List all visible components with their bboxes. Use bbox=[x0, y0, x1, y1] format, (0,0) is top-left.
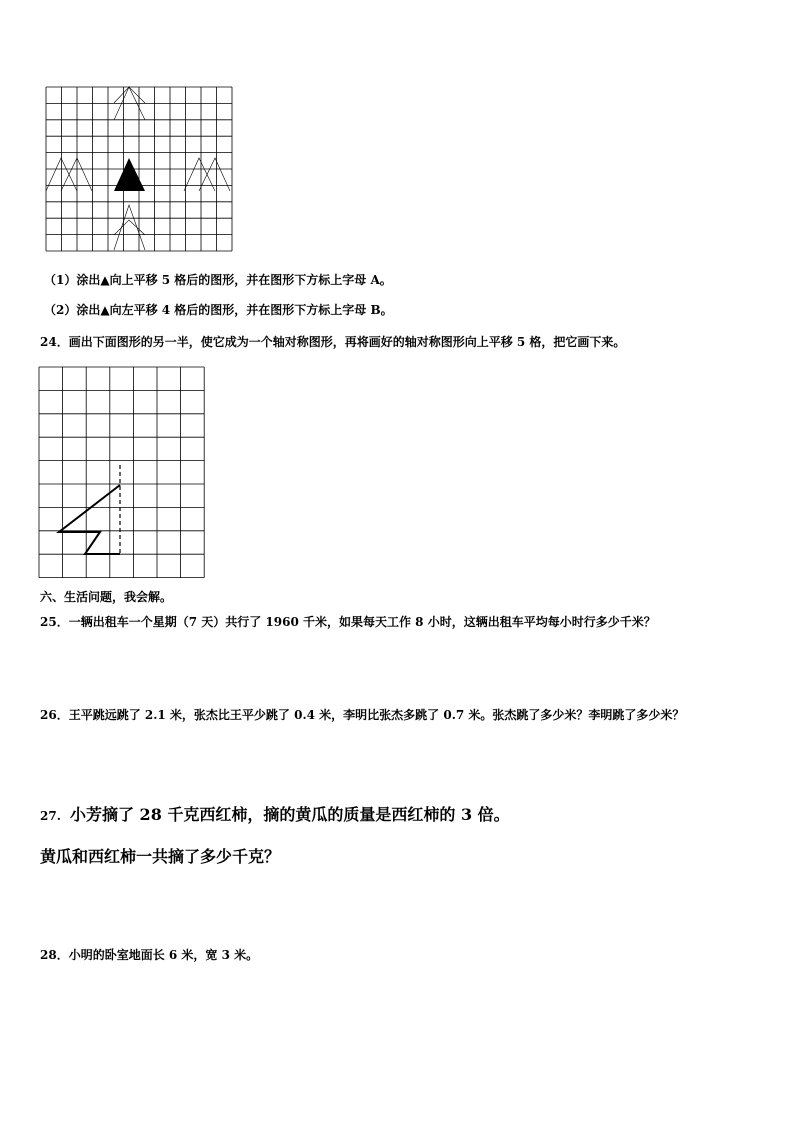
chevron-trace bbox=[114, 87, 145, 103]
q27-text-line1: 小芳摘了 28 千克西红柿，摘的黄瓜的质量是西红柿的 3 倍。 bbox=[69, 805, 510, 824]
triangle-shape bbox=[114, 158, 145, 191]
q23-sub1: （1）涂出▲向上平移 5 格后的图形，并在图形下方标上字母 A。 bbox=[44, 273, 392, 287]
q27-number: 27. bbox=[40, 809, 61, 823]
q24-question: 24．画出下面图形的另一半，使它成为一个轴对称图形，再将画好的轴对称图形向上平移 5 格，把它画下来。 bbox=[40, 335, 626, 349]
q27-line1 bbox=[40, 804, 510, 826]
chevron-trace bbox=[199, 158, 230, 191]
chevron-trace bbox=[114, 205, 145, 250]
q23-sub2: （2）涂出▲向左平移 4 格后的图形，并在图形下方标上字母 B。 bbox=[44, 303, 393, 317]
q27-text-line2: 黄瓜和西红柿一共摘了多少千克？ bbox=[40, 847, 281, 866]
chevron-trace bbox=[61, 158, 92, 191]
q23-grid-figure bbox=[44, 85, 234, 255]
half-figure-shape bbox=[59, 485, 120, 554]
q24-grid-figure bbox=[38, 365, 208, 580]
q28-question: 28．小明的卧室地面长 6 米，宽 3 米。 bbox=[40, 948, 259, 962]
chevron-trace bbox=[114, 220, 145, 235]
section-6-title: 六、生活问题，我会解。 bbox=[40, 590, 173, 604]
q25-question: 25．一辆出租车一个星期（7 天）共行了 1960 千米，如果每天工作 8 小时，这辆出租车平均每小时行多少千米？ bbox=[40, 615, 656, 629]
chevron-trace bbox=[184, 158, 215, 191]
q26-question: 26．王平跳远跳了 2.1 米，张杰比王平少跳了 0.4 米，李明比张杰多跳了 0.7 米。张杰跳了多少米？李明跳了多少米？ bbox=[40, 708, 685, 722]
